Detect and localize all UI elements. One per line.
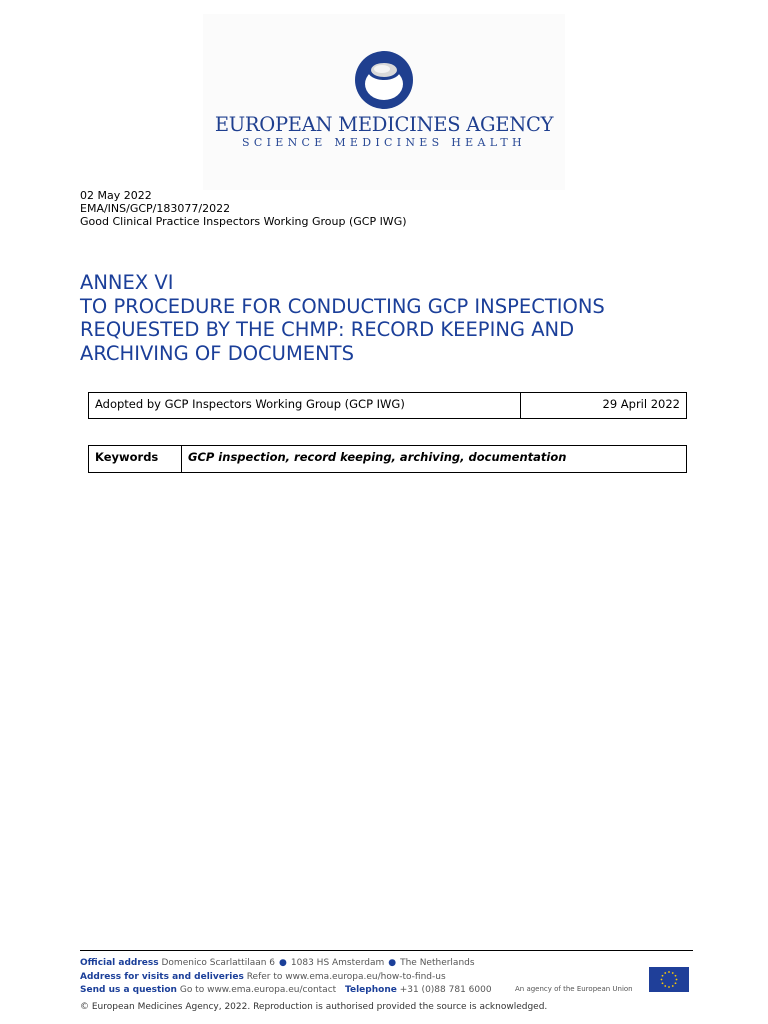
- adoption-table: [88, 392, 687, 419]
- document-date: 02 May 2022: [80, 189, 152, 202]
- title-line: ANNEX VI: [80, 271, 174, 294]
- bullet-icon: ●: [388, 958, 397, 968]
- footer-divider: [80, 950, 693, 951]
- keywords-label: Keywords: [89, 446, 182, 473]
- ema-logo-mark-icon: [353, 51, 415, 113]
- footer-phone: +31 (0)88 781 6000: [399, 985, 492, 995]
- footer-contact-link[interactable]: Go to www.ema.europa.eu/contact: [179, 985, 337, 995]
- document-title: [80, 271, 720, 365]
- keywords-table: [88, 445, 687, 473]
- footer-city: 1083 HS Amsterdam: [290, 958, 385, 968]
- footer-label: Address for visits and deliveries: [80, 971, 244, 982]
- title-line: TO PROCEDURE FOR CONDUCTING GCP INSPECTIONS: [80, 294, 605, 318]
- title-line: ARCHIVING OF DOCUMENTS: [80, 341, 354, 365]
- footer-label: Official address: [80, 958, 159, 968]
- bullet-icon: ●: [279, 958, 287, 968]
- eu-flag-icon: [649, 967, 689, 992]
- keywords-value: GCP inspection, record keeping, archiving, documentation: [182, 446, 687, 473]
- footer-contact: [80, 984, 492, 998]
- footer-label: Telephone: [345, 985, 397, 995]
- document-meta: [80, 189, 407, 228]
- footer-official-address: [80, 957, 492, 971]
- footer-label: Send us a question: [80, 985, 177, 995]
- agency-note: An agency of the European Union: [515, 985, 633, 993]
- footer-visits: [80, 971, 492, 985]
- footer-visits-link[interactable]: Refer to www.ema.europa.eu/how-to-find-us: [246, 971, 446, 982]
- adoption-label: Adopted by GCP Inspectors Working Group (GCP IWG): [89, 393, 521, 419]
- table-row: [89, 446, 687, 473]
- ema-logo: [203, 14, 565, 190]
- agency-name: EUROPEAN MEDICINES AGENCY: [214, 113, 554, 136]
- working-group: Good Clinical Practice Inspectors Working Group (GCP IWG): [80, 215, 407, 228]
- table-row: [89, 393, 687, 419]
- footer-country: The Netherlands: [400, 958, 475, 968]
- title-line: REQUESTED BY THE CHMP: RECORD KEEPING AND: [80, 318, 575, 341]
- footer-street: Domenico Scarlattilaan 6: [161, 958, 276, 968]
- footer: [80, 957, 492, 998]
- agency-tagline: SCIENCE MEDICINES HEALTH: [242, 136, 526, 149]
- copyright: © European Medicines Agency, 2022. Reproduction is authorised provided the source is acknowledged.: [80, 1002, 548, 1012]
- adoption-date: 29 April 2022: [521, 393, 687, 419]
- document-reference: EMA/INS/GCP/183077/2022: [80, 202, 231, 215]
